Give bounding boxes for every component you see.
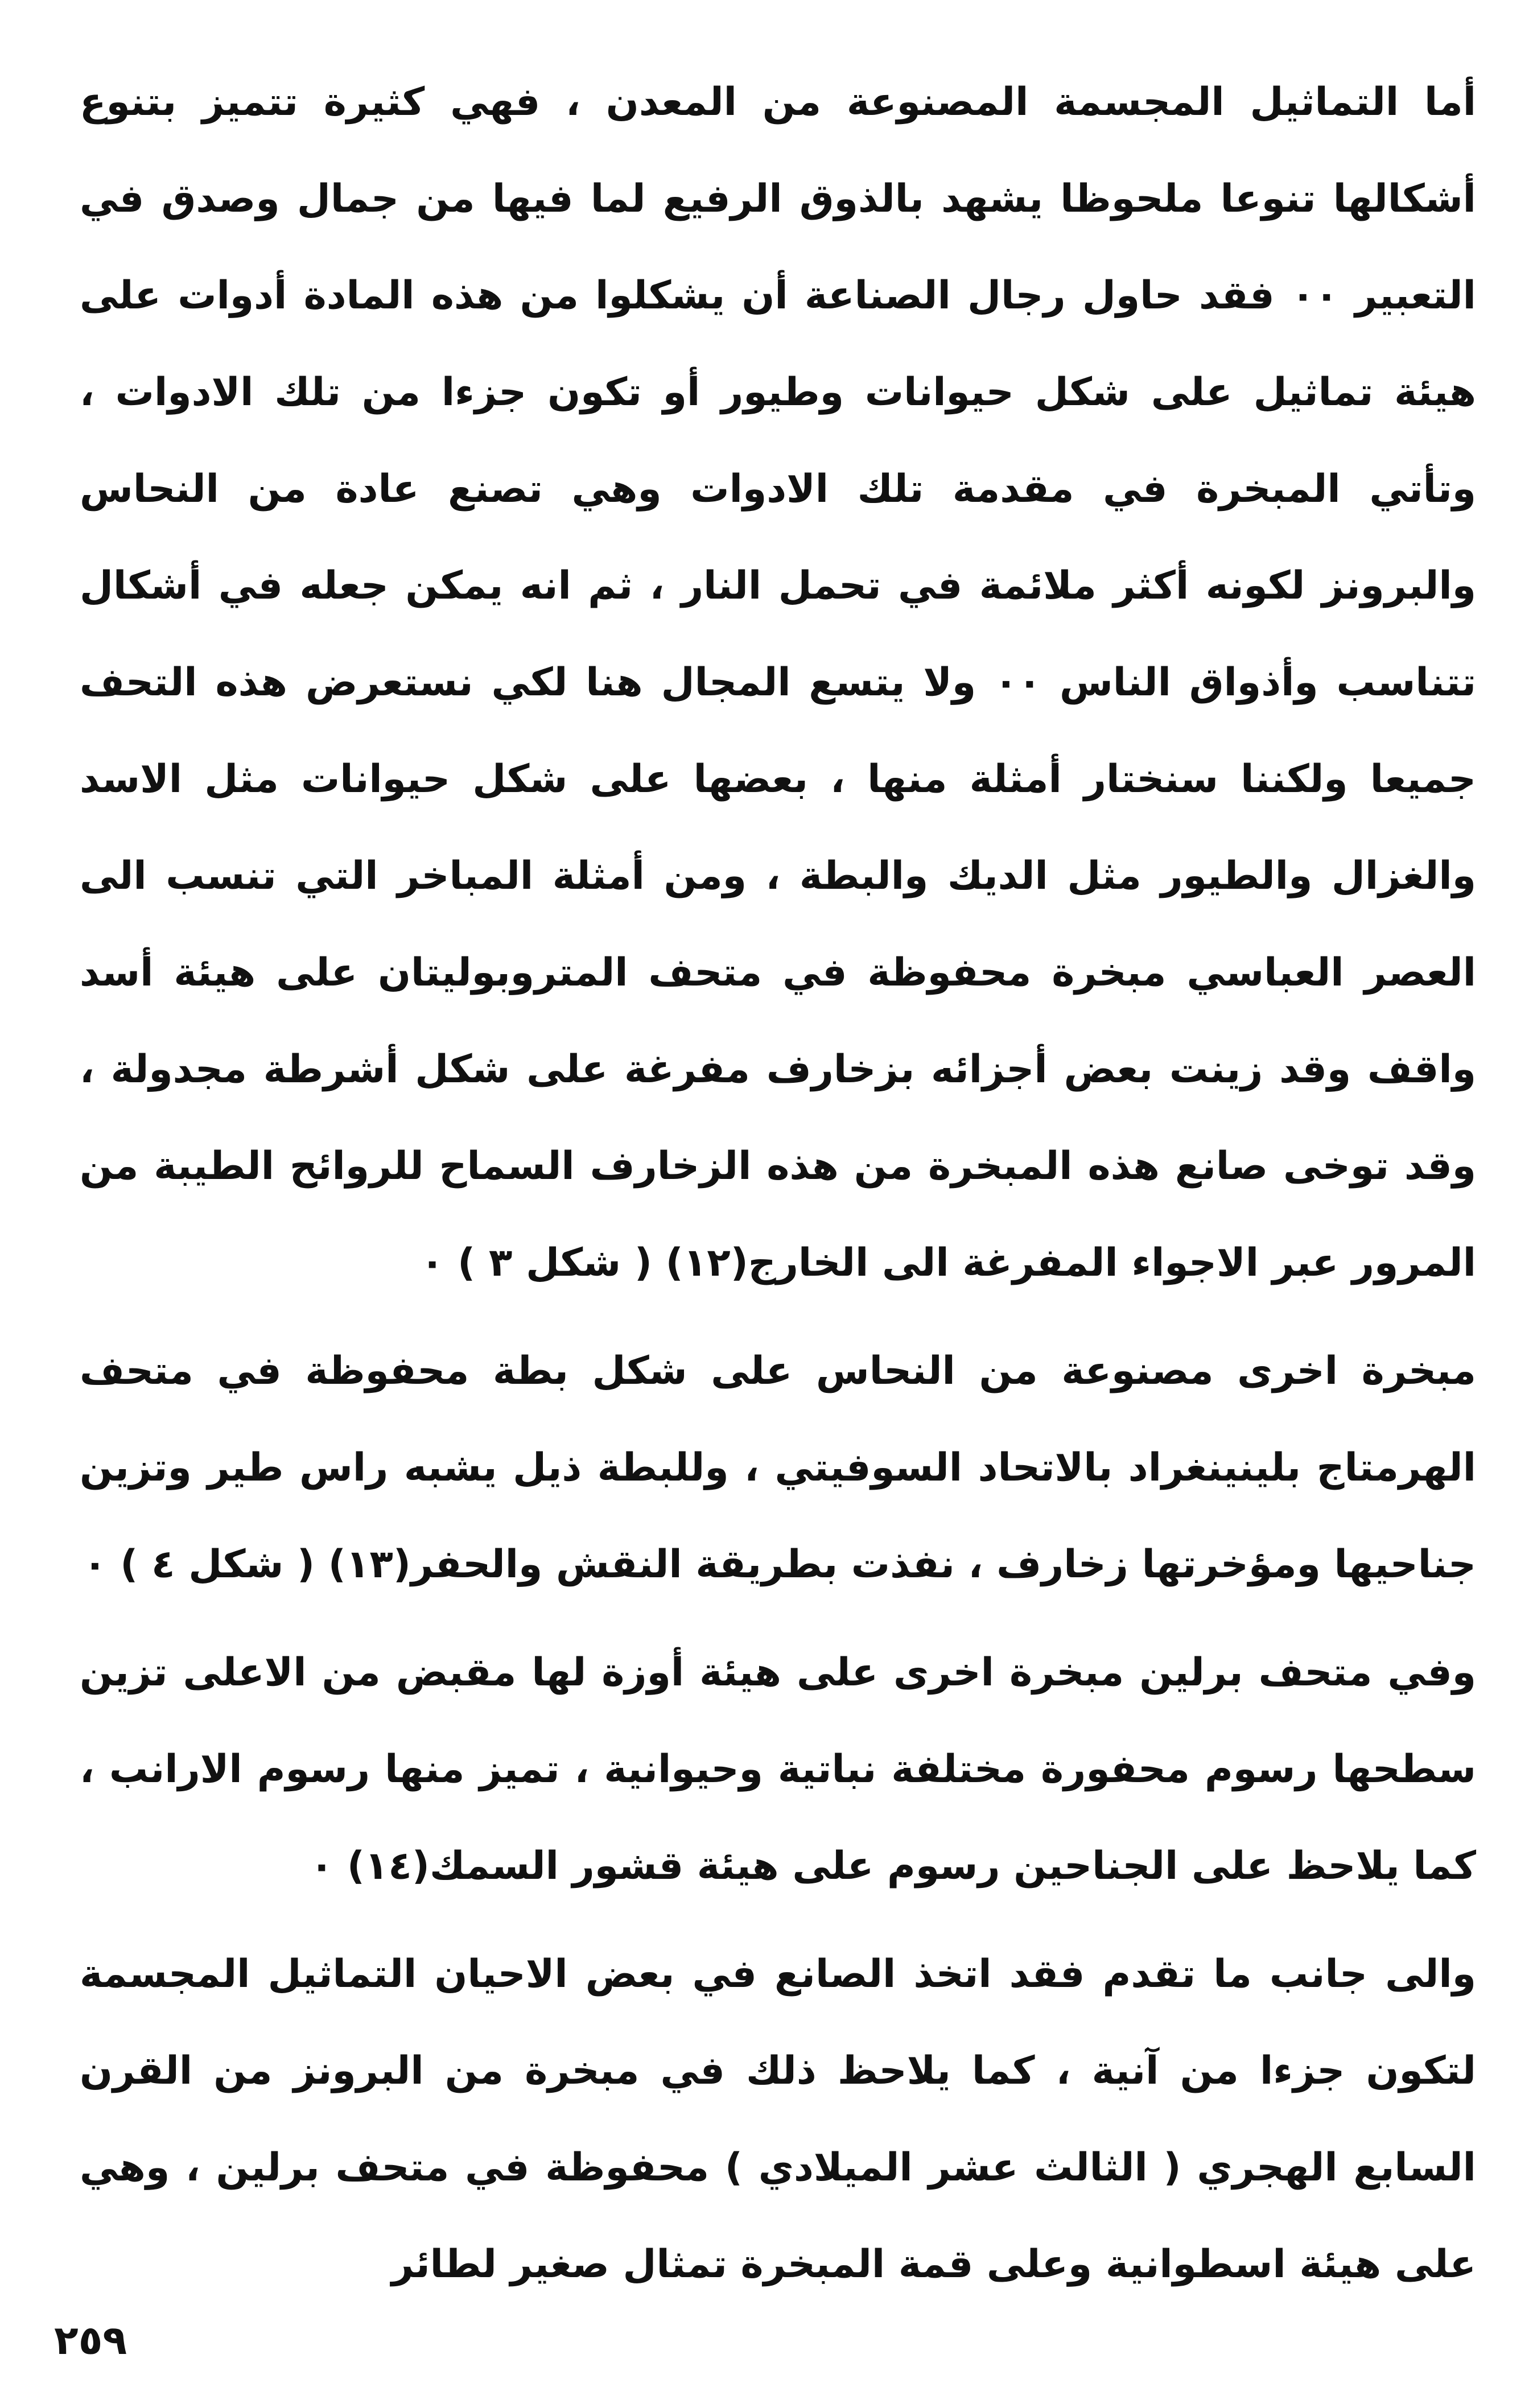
page-number: ٢٥٩ bbox=[54, 2317, 127, 2364]
paragraph-2: مبخرة اخرى مصنوعة من النحاس على شكل بطة محفوظة في متحف الهرمتاج بلينينغراد بالاتحاد السوفيتي ، وللبطة ذيل يشبه راس طير وتزين جناحيها ومؤخرتها زخارف ، نفذت بطريقة النقش والحفر(١٣) ( شكل ٤ ) ٠ bbox=[80, 1349, 1476, 1587]
paragraph-1: أما التماثيل المجسمة المصنوعة من المعدن ، فهي كثيرة تتميز بتنوع أشكالها تنوعا ملحوظا يشهد بالذوق الرفيع لما فيها من جمال وصدق في التعبير ٠٠ فقد حاول رجال الصناعة أن يشكلوا من هذه المادة أدوات على هيئة تماثيل على شكل حيوانات وطيور أو تكون جزءا من تلك الادوات ، وتأتي المبخرة في مقدمة تلك الادوات وهي تصنع عادة من النحاس والبرونز لكونه أكثر ملائمة في تحمل النار ، ثم انه يمكن جعله في أشكال تتناسب وأذواق الناس ٠٠ ولا يتسع المجال هنا لكي نستعرض هذه التحف جميعا ولكننا سنختار أمثلة منها ، بعضها على شكل حيوانات مثل الاسد والغزال والطيور مثل الديك والبطة ، ومن أمثلة المباخر التي تنسب الى العصر العباسي مبخرة محفوظة في متحف المتروبوليتان على هيئة أسد واقف وقد زينت بعض أجزائه بزخارف مفرغة على شكل أشرطة مجدولة ، وقد توخى صانع هذه المبخرة من هذه الزخارف السماح للروائح الطيبة من المرور عبر الاجواء المفرغة الى الخارج(١٢) ( شكل ٣ ) ٠ bbox=[80, 80, 1476, 1285]
paragraph-3: وفي متحف برلين مبخرة اخرى على هيئة أوزة لها مقبض من الاعلى تزين سطحها رسوم محفورة مختلفة نباتية وحيوانية ، تميز منها رسوم الارانب ، كما يلاحظ على الجناحين رسوم على هيئة قشور السمك(١٤) ٠ bbox=[80, 1650, 1476, 1889]
body-text bbox=[80, 54, 1476, 2313]
paragraph-4: والى جانب ما تقدم فقد اتخذ الصانع في بعض الاحيان التماثيل المجسمة لتكون جزءا من آنية ، كما يلاحظ ذلك في مبخرة من البرونز من القرن السابع الهجري ( الثالث عشر الميلادي ) محفوظة في متحف برلين ، وهي على هيئة اسطوانية وعلى قمة المبخرة تمثال صغير لطائر bbox=[80, 1952, 1476, 2287]
